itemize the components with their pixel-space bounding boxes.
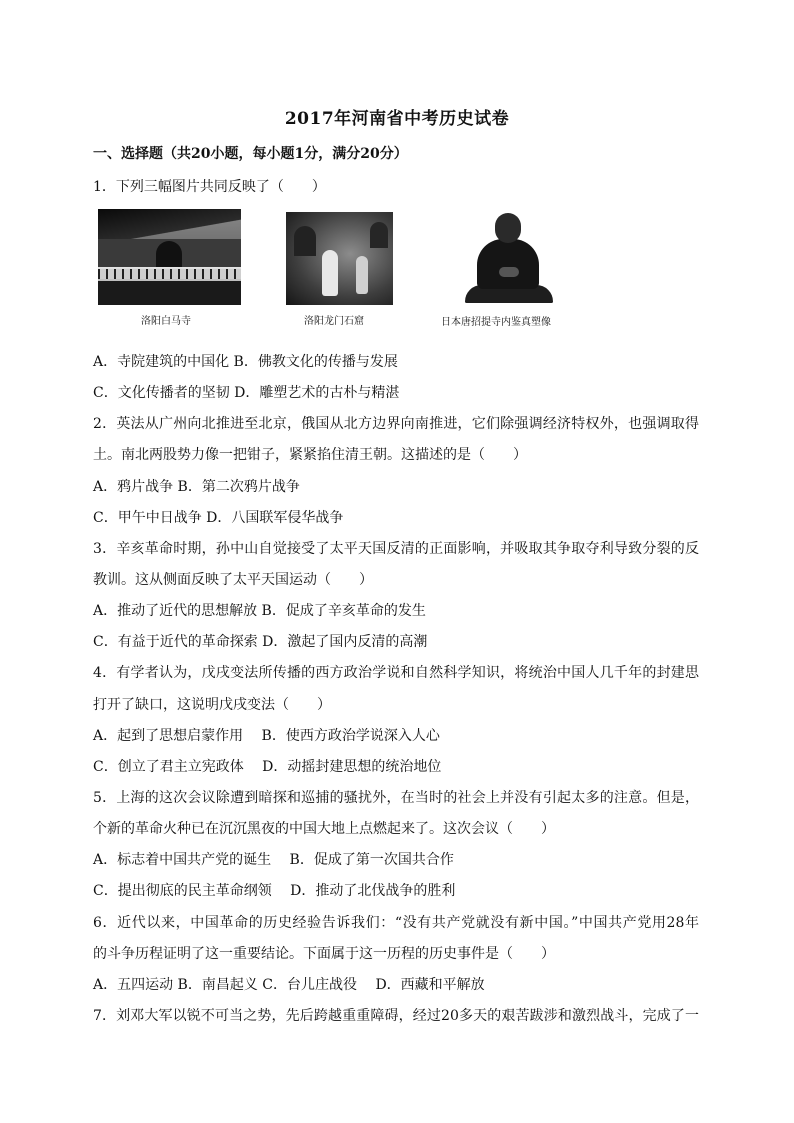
option-line: A．鸦片战争 B．第二次鸦片战争	[93, 479, 300, 495]
option-line: C．甲午中日战争 D．八国联军侵华战争	[93, 510, 344, 526]
option-line: A．五四运动 B．南昌起义 C．台儿庄战役 D．西藏和平解放	[93, 977, 485, 993]
question-5-stem: 5．上海的这次会议除遭到暗探和巡捕的骚扰外，在当时的社会上并没有引起太多的注意。但是，	[93, 790, 699, 806]
question-3-stem-cont: 教训。这从侧面反映了太平天国运动（ ）	[93, 572, 373, 588]
figure-caption-2: 洛阳龙门石窟	[304, 316, 364, 327]
figure-caption-1: 洛阳白马寺	[141, 316, 191, 327]
question-2-stem-cont: 土。南北两股势力像一把钳子，紧紧掐住清王朝。这描述的是（ ）	[93, 447, 527, 463]
figure-caption-3: 日本唐招提寺内鉴真塑像	[441, 317, 551, 328]
longmen-grottoes-photo	[286, 212, 393, 305]
white-horse-temple-photo	[98, 209, 241, 305]
question-1-stem: 1．下列三幅图片共同反映了（ ）	[93, 179, 326, 195]
option-line: C．提出彻底的民主革命纲领 D．推动了北伐战争的胜利	[93, 883, 456, 899]
option-line: A．标志着中国共产党的诞生 B．促成了第一次国共合作	[93, 852, 454, 868]
page-title: 2017年河南省中考历史试卷	[284, 109, 510, 129]
jianzhen-statue-photo	[461, 211, 557, 307]
option-line: A．推动了近代的思想解放 B．促成了辛亥革命的发生	[93, 603, 426, 619]
option-line: C．创立了君主立宪政体 D．动摇封建思想的统治地位	[93, 759, 442, 775]
question-3-stem: 3．辛亥革命时期，孙中山自觉接受了太平天国反清的正面影响，并吸取其争取夺利导致分裂的反	[93, 541, 699, 557]
question-6-stem: 6．近代以来，中国革命的历史经验告诉我们：“没有共产党就没有新中国。”中国共产党用28年	[93, 915, 699, 931]
option-line: C．文化传播者的坚韧 D．雕塑艺术的古朴与精湛	[93, 385, 400, 401]
question-5-stem-cont: 个新的革命火种已在沉沉黑夜的中国大地上点燃起来了。这次会议（ ）	[93, 821, 555, 837]
question-6-stem-cont: 的斗争历程证明了这一重要结论。下面属于这一历程的历史事件是（ ）	[93, 946, 555, 962]
option-line: A．起到了思想启蒙作用 B．使西方政治学说深入人心	[93, 728, 440, 744]
option-line: A．寺院建筑的中国化 B．佛教文化的传播与发展	[93, 354, 398, 370]
option-line: C．有益于近代的革命探索 D．激起了国内反清的高潮	[93, 634, 428, 650]
question-4-stem-cont: 打开了缺口，这说明戊戌变法（ ）	[93, 697, 331, 713]
question-2-stem: 2．英法从广州向北推进至北京，俄国从北方边界向南推进，它们除强调经济特权外，也强调取得	[93, 416, 699, 432]
section-heading: 一、选择题（共20小题，每小题1分，满分20分）	[93, 146, 408, 162]
question-7-stem: 7．刘邓大军以锐不可当之势，先后跨越重重障碍，经过20多天的艰苦跋涉和激烈战斗，完成了一	[93, 1008, 699, 1024]
question-4-stem: 4．有学者认为，戊戌变法所传播的西方政治学说和自然科学知识，将统治中国人几千年的封建思	[93, 665, 699, 681]
